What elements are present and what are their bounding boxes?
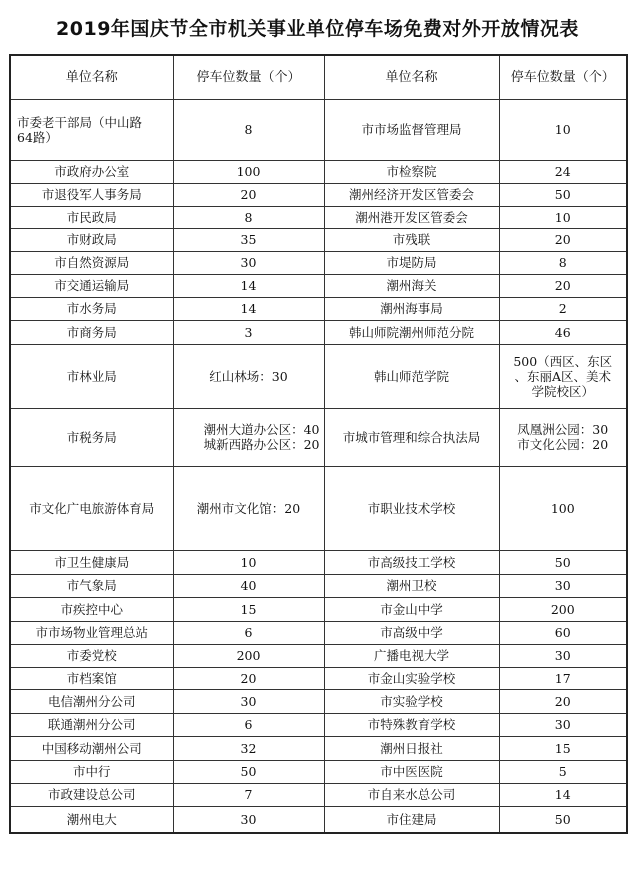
- spaces-left: [173, 344, 324, 408]
- unit-name-right: [324, 644, 499, 667]
- spaces-right: [499, 574, 627, 597]
- unit-name-right: [324, 760, 499, 783]
- unit-name-left: [10, 99, 173, 160]
- unit-name-left: [10, 597, 173, 621]
- table-row: [10, 574, 627, 597]
- cell-text: 市政府办公室: [54, 164, 130, 179]
- spaces-right: [499, 466, 627, 550]
- cell-text: 50: [554, 187, 571, 202]
- table-row: [10, 344, 627, 408]
- cell-text: 50: [554, 811, 571, 827]
- unit-name-left: [10, 550, 173, 574]
- table-row: [10, 274, 627, 297]
- unit-name-left: [10, 621, 173, 644]
- cell-text: 15: [554, 740, 571, 756]
- cell-text: 500（西区、东区: [513, 353, 613, 369]
- cell-text: 市文化广电旅游体育局: [29, 500, 155, 516]
- cell-text: 30: [554, 578, 571, 593]
- spaces-right: [499, 408, 627, 466]
- cell-text: 市委党校: [66, 648, 117, 663]
- unit-name-right: [324, 160, 499, 183]
- spaces-right: [499, 597, 627, 621]
- spaces-left: [173, 713, 324, 736]
- spaces-left: [173, 597, 324, 621]
- unit-name-right: [324, 251, 499, 274]
- cell-text: 30: [240, 693, 257, 709]
- spaces-right: [499, 206, 627, 228]
- unit-name-left: [10, 574, 173, 597]
- table-row: [10, 206, 627, 228]
- spaces-right: [499, 274, 627, 297]
- cell-text: 市档案馆: [66, 670, 117, 686]
- unit-name-right: [324, 408, 499, 466]
- unit-name-right: [324, 806, 499, 833]
- cell-text: 红山林场：30: [209, 368, 288, 384]
- unit-name-right: [324, 689, 499, 713]
- cell-text: 200: [236, 648, 261, 663]
- table-row: [10, 550, 627, 574]
- cell-text: 市中行: [72, 764, 111, 779]
- spaces-left: [173, 783, 324, 806]
- cell-text: 潮州海关: [386, 278, 437, 293]
- cell-text: 市水务局: [66, 301, 117, 316]
- table-body: [10, 99, 627, 833]
- unit-name-right: [324, 274, 499, 297]
- unit-name-right: [324, 574, 499, 597]
- cell-text: 市退役军人事务局: [41, 187, 142, 202]
- cell-text: 100: [236, 164, 261, 179]
- table-row: [10, 736, 627, 760]
- cell-text: 6: [244, 717, 253, 732]
- cell-text: 15: [240, 601, 257, 617]
- spaces-right: [499, 228, 627, 251]
- cell-text: 50: [240, 764, 257, 779]
- spaces-left: [173, 297, 324, 320]
- cell-text: 50: [554, 554, 571, 570]
- cell-text: 市金山中学: [380, 601, 443, 617]
- unit-name-right: [324, 344, 499, 408]
- cell-text: 20: [240, 670, 257, 686]
- unit-name-right: [324, 206, 499, 228]
- spaces-right: [499, 806, 627, 833]
- unit-name-right: [324, 550, 499, 574]
- table-row: [10, 667, 627, 689]
- cell-text: 14: [240, 301, 257, 316]
- unit-name-right: [324, 99, 499, 160]
- spaces-left: [173, 689, 324, 713]
- spaces-right: [499, 783, 627, 806]
- unit-name-left: [10, 689, 173, 713]
- cell-text: 广播电视大学: [373, 648, 449, 663]
- cell-text: 200: [550, 601, 575, 617]
- unit-name-left: [10, 297, 173, 320]
- spaces-left: [173, 320, 324, 344]
- unit-name-right: [324, 183, 499, 206]
- cell-text: 潮州卫校: [386, 578, 437, 593]
- cell-text: 14: [554, 787, 571, 802]
- unit-name-right: [324, 713, 499, 736]
- cell-text: 潮州大道办公区：40: [203, 422, 320, 437]
- cell-text: 64路）: [17, 129, 58, 145]
- cell-text: 40: [240, 578, 257, 593]
- cell-text: 市职业技术学校: [367, 500, 456, 516]
- cell-text: 市卫生健康局: [54, 554, 130, 570]
- cell-text: 市商务局: [66, 324, 117, 340]
- table-row: [10, 806, 627, 833]
- cell-text: 46: [554, 324, 571, 340]
- spaces-left: [173, 99, 324, 160]
- spaces-left: [173, 466, 324, 550]
- spaces-left: [173, 667, 324, 689]
- unit-name-left: [10, 760, 173, 783]
- table-row: [10, 320, 627, 344]
- header-unit-name-2: 单位名称: [324, 55, 499, 99]
- table-row: [10, 99, 627, 160]
- cell-text: 潮州海事局: [380, 301, 443, 316]
- unit-name-right: [324, 783, 499, 806]
- spaces-right: [499, 550, 627, 574]
- unit-name-left: [10, 183, 173, 206]
- header-unit-name-1: 单位名称: [10, 55, 173, 99]
- unit-name-right: [324, 667, 499, 689]
- unit-name-left: [10, 320, 173, 344]
- cell-text: 8: [244, 209, 253, 225]
- spaces-left: [173, 206, 324, 228]
- cell-text: 32: [240, 740, 257, 756]
- cell-text: 20: [240, 187, 257, 202]
- cell-text: 凤凰洲公园：30: [517, 422, 609, 437]
- cell-text: 市市场监督管理局: [361, 122, 462, 137]
- unit-name-left: [10, 644, 173, 667]
- cell-text: 联通潮州分公司: [47, 717, 136, 732]
- spaces-left: [173, 644, 324, 667]
- cell-text: 市林业局: [66, 368, 117, 384]
- spaces-left: [173, 408, 324, 466]
- table-header-row: [10, 55, 627, 99]
- spaces-right: [499, 344, 627, 408]
- parking-table: [9, 54, 628, 834]
- cell-text: 韩山师范学院: [373, 368, 449, 384]
- spaces-left: [173, 574, 324, 597]
- cell-text: 潮州日报社: [380, 740, 443, 756]
- page-title: 2019年国庆节全市机关事业单位停车场免费对外开放情况表: [56, 18, 579, 40]
- cell-text: 8: [558, 255, 567, 270]
- unit-name-right: [324, 320, 499, 344]
- unit-name-left: [10, 783, 173, 806]
- unit-name-right: [324, 621, 499, 644]
- cell-text: 市财政局: [66, 232, 117, 247]
- cell-text: 市市场物业管理总站: [35, 625, 148, 640]
- spaces-right: [499, 760, 627, 783]
- spaces-right: [499, 99, 627, 160]
- spaces-left: [173, 621, 324, 644]
- cell-text: 中国移动潮州公司: [41, 740, 142, 756]
- cell-text: 6: [244, 625, 253, 640]
- cell-text: 市气象局: [66, 578, 117, 593]
- cell-text: 5: [558, 764, 567, 779]
- cell-text: 市城市管理和综合执法局: [342, 429, 481, 445]
- cell-text: 20: [554, 232, 571, 247]
- spaces-right: [499, 297, 627, 320]
- cell-text: 市税务局: [66, 429, 117, 445]
- cell-text: 市检察院: [386, 164, 437, 179]
- unit-name-left: [10, 466, 173, 550]
- table-row: [10, 251, 627, 274]
- cell-text: 市特殊教育学校: [367, 717, 456, 732]
- unit-name-left: [10, 274, 173, 297]
- unit-name-left: [10, 667, 173, 689]
- cell-text: 市高级中学: [380, 625, 443, 640]
- table-row: [10, 760, 627, 783]
- cell-text: 10: [554, 209, 571, 225]
- cell-text: 市文化公园：20: [517, 437, 609, 452]
- cell-text: 20: [554, 693, 571, 709]
- table-row: [10, 160, 627, 183]
- cell-text: 韩山师院潮州师范分院: [348, 324, 474, 340]
- cell-text: 、东丽A区、美术: [514, 368, 612, 384]
- spaces-left: [173, 160, 324, 183]
- cell-text: 30: [240, 811, 257, 827]
- cell-text: 市委老干部局（中山路: [17, 114, 143, 130]
- spaces-right: [499, 667, 627, 689]
- cell-text: 30: [240, 255, 257, 270]
- table-row: [10, 466, 627, 550]
- table-row: [10, 713, 627, 736]
- spaces-left: [173, 183, 324, 206]
- cell-text: 10: [554, 122, 571, 137]
- spaces-left: [173, 806, 324, 833]
- table-row: [10, 228, 627, 251]
- cell-text: 3: [244, 324, 253, 340]
- table-row: [10, 597, 627, 621]
- table-row: [10, 783, 627, 806]
- cell-text: 市中医医院: [380, 764, 443, 779]
- spaces-right: [499, 736, 627, 760]
- table-row: [10, 297, 627, 320]
- cell-text: 市高级技工学校: [367, 554, 456, 570]
- cell-text: 市自然资源局: [54, 255, 130, 270]
- unit-name-left: [10, 736, 173, 760]
- cell-text: 24: [554, 164, 571, 179]
- cell-text: 电信潮州分公司: [47, 693, 136, 709]
- header-spaces-2: 停车位数量（个）: [499, 55, 627, 99]
- cell-text: 潮州港开发区管委会: [355, 209, 468, 225]
- spaces-right: [499, 320, 627, 344]
- cell-text: 市民政局: [66, 209, 117, 225]
- cell-text: 市实验学校: [380, 693, 443, 709]
- spaces-right: [499, 713, 627, 736]
- spaces-right: [499, 689, 627, 713]
- spaces-left: [173, 274, 324, 297]
- cell-text: 35: [240, 232, 257, 247]
- spaces-right: [499, 160, 627, 183]
- cell-text: 14: [240, 278, 257, 293]
- header-spaces-1: 停车位数量（个）: [173, 55, 324, 99]
- unit-name-left: [10, 228, 173, 251]
- cell-text: 潮州市文化馆：20: [196, 500, 301, 516]
- unit-name-right: [324, 466, 499, 550]
- cell-text: 市住建局: [386, 811, 437, 827]
- cell-text: 2: [558, 301, 567, 316]
- unit-name-left: [10, 806, 173, 833]
- unit-name-right: [324, 597, 499, 621]
- cell-text: 100: [550, 500, 575, 516]
- spaces-left: [173, 760, 324, 783]
- table-row: [10, 408, 627, 466]
- table-row: [10, 644, 627, 667]
- cell-text: 城新西路办公区：20: [203, 437, 320, 452]
- cell-text: 市交通运输局: [54, 278, 130, 293]
- cell-text: 潮州电大: [66, 811, 117, 827]
- unit-name-right: [324, 736, 499, 760]
- cell-text: 60: [554, 625, 571, 640]
- unit-name-left: [10, 251, 173, 274]
- table-row: [10, 183, 627, 206]
- cell-text: 市疾控中心: [60, 601, 123, 617]
- unit-name-left: [10, 206, 173, 228]
- unit-name-left: [10, 344, 173, 408]
- unit-name-right: [324, 228, 499, 251]
- cell-text: 市残联: [392, 232, 431, 247]
- spaces-left: [173, 736, 324, 760]
- cell-text: 10: [240, 554, 257, 570]
- cell-text: 8: [244, 122, 253, 137]
- spaces-right: [499, 251, 627, 274]
- unit-name-left: [10, 408, 173, 466]
- spaces-left: [173, 228, 324, 251]
- unit-name-left: [10, 160, 173, 183]
- cell-text: 学院校区）: [531, 383, 594, 399]
- spaces-right: [499, 621, 627, 644]
- table-row: [10, 621, 627, 644]
- cell-text: 30: [554, 648, 571, 663]
- spaces-left: [173, 251, 324, 274]
- cell-text: 市自来水总公司: [367, 787, 456, 802]
- cell-text: 市金山实验学校: [367, 670, 456, 686]
- cell-text: 17: [554, 670, 571, 686]
- unit-name-right: [324, 297, 499, 320]
- unit-name-left: [10, 713, 173, 736]
- cell-text: 潮州经济开发区管委会: [348, 187, 474, 202]
- table-row: [10, 689, 627, 713]
- spaces-left: [173, 550, 324, 574]
- cell-text: 7: [244, 787, 253, 802]
- cell-text: 市政建设总公司: [47, 787, 136, 802]
- spaces-right: [499, 183, 627, 206]
- spaces-right: [499, 644, 627, 667]
- cell-text: 30: [554, 717, 571, 732]
- cell-text: 市堤防局: [386, 255, 437, 270]
- cell-text: 20: [554, 278, 571, 293]
